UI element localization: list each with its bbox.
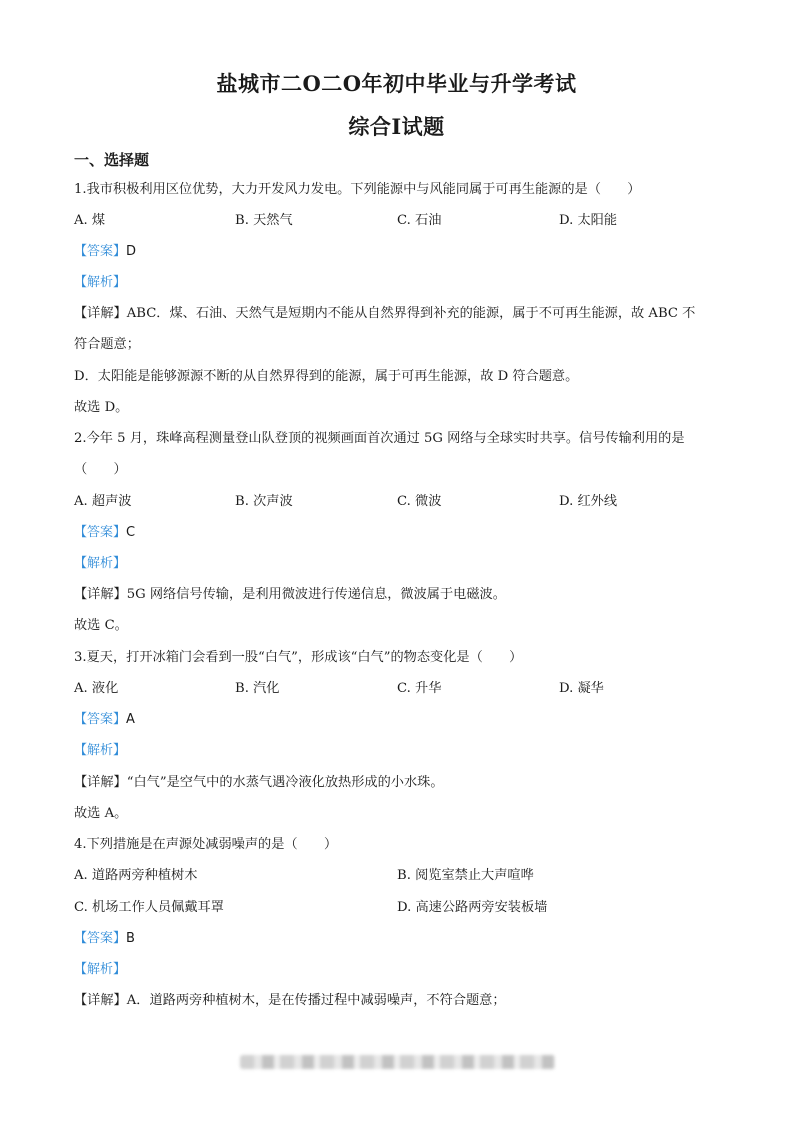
page-title: 盐城市二O二O年初中毕业与升学考试: [216, 71, 577, 96]
q4-option-d: D. 高速公路两旁安装板墙: [397, 900, 548, 915]
q4-stem: 4.下列措施是在声源处减弱噪声的是（ ）: [74, 837, 338, 852]
q1-option-a: A. 煤: [74, 213, 106, 228]
q1-option-d: D. 太阳能: [559, 213, 618, 228]
q1-stem: 1.我市积极利用区位优势，大力开发风力发电。下列能源中与风能同属于可再生能源的是（ ）: [74, 182, 641, 197]
q1-option-c: C. 石油: [397, 213, 442, 228]
q2-analysis-tag: 【解析】: [74, 556, 127, 571]
q2-option-a: A. 超声波: [74, 494, 132, 509]
answer-tag: 【答案】: [74, 525, 127, 540]
q4-analysis-tag: 【解析】: [74, 962, 127, 977]
q1-option-b: B. 天然气: [235, 213, 293, 228]
q2-stem-2: （ ）: [74, 462, 127, 477]
q3-conclusion: 故选 A。: [74, 806, 128, 821]
q2-stem-1: 2.今年 5 月，珠峰高程测量登山队登顶的视频画面首次通过 5G 网络与全球实时共享。信号传输利用的是: [74, 431, 685, 446]
q1-analysis-tag: 【解析】: [74, 275, 127, 290]
q3-detail: 【详解】“白气”是空气中的水蒸气遇冷液化放热形成的小水珠。: [74, 775, 444, 790]
q1-detail-1: 【详解】ABC．煤、石油、天然气是短期内不能从自然界得到补充的能源，属于不可再生能源，故 ABC 不: [74, 306, 696, 321]
q3-option-a: A. 液化: [74, 681, 119, 696]
q3-option-d: D. 凝华: [559, 681, 604, 696]
q1-detail-2: 符合题意；: [74, 337, 140, 352]
q2-answer: [74, 523, 135, 543]
q2-detail: 【详解】5G 网络信号传输，是利用微波进行传递信息，微波属于电磁波。: [74, 587, 506, 602]
answer-tag: 【答案】: [74, 712, 127, 727]
page-subtitle: 综合Ⅰ试题: [348, 114, 445, 139]
q1-answer-value: D: [126, 244, 137, 259]
q1-conclusion: 故选 D。: [74, 400, 129, 415]
q4-answer: [74, 929, 135, 949]
q4-option-c: C. 机场工作人员佩戴耳罩: [74, 900, 224, 915]
q4-option-b: B. 阅览室禁止大声喧哗: [397, 868, 534, 883]
q2-conclusion: 故选 C。: [74, 618, 128, 633]
q1-answer: [74, 242, 136, 262]
q4-detail: 【详解】A．道路两旁种植树木，是在传播过程中减弱噪声，不符合题意；: [74, 993, 506, 1008]
q3-stem: 3.夏天，打开冰箱门会看到一股“白气”，形成该“白气”的物态变化是（ ）: [74, 650, 523, 665]
q3-analysis-tag: 【解析】: [74, 743, 127, 758]
q2-answer-value: C: [126, 525, 136, 540]
q3-answer: [74, 710, 135, 730]
q2-option-b: B. 次声波: [235, 494, 293, 509]
q3-option-c: C. 升华: [397, 681, 442, 696]
footer-watermark: [240, 1055, 555, 1069]
q3-option-b: B. 汽化: [235, 681, 280, 696]
q4-option-a: A. 道路两旁种植树木: [74, 868, 198, 883]
answer-tag: 【答案】: [74, 244, 127, 259]
q4-answer-value: B: [126, 931, 135, 946]
q2-option-d: D. 红外线: [559, 494, 618, 509]
q3-answer-value: A: [126, 712, 135, 727]
section-heading: 一、选择题: [74, 151, 150, 169]
q1-detail-3: D．太阳能是能够源源不断的从自然界得到的能源，属于可再生能源，故 D 符合题意。: [74, 369, 579, 384]
q2-option-c: C. 微波: [397, 494, 442, 509]
answer-tag: 【答案】: [74, 931, 127, 946]
